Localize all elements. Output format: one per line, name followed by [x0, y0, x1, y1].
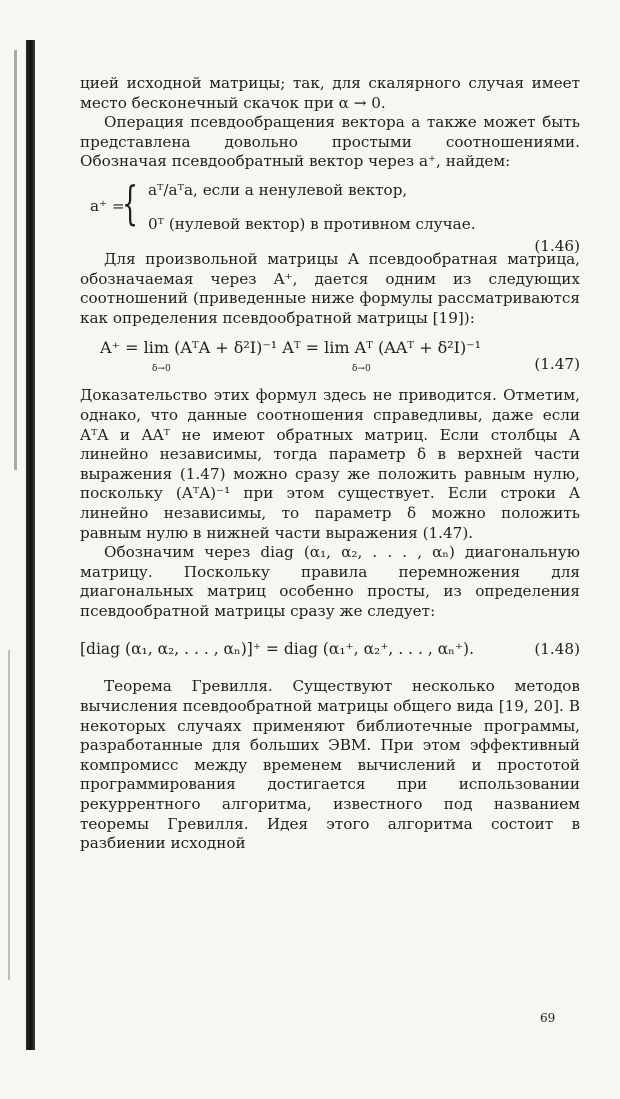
- formula-1-48-body: [diag (α₁, α₂, . . . , αₙ)]⁺ = diag (α₁⁺, α₂⁺, . . . , αₙ⁺).: [80, 640, 475, 659]
- formula-1-46-case-1: aᵀ/aᵀa, если a ненулевой вектор,: [148, 180, 408, 199]
- page-number: 69: [540, 1011, 556, 1025]
- curly-brace-icon: {: [122, 175, 139, 230]
- binding-edge-mark-lower: [8, 650, 10, 980]
- formula-1-47-body: A⁺ = lim (AᵀA + δ²I)⁻¹ Aᵀ = lim Aᵀ (AAᵀ + δ²I)⁻¹: [100, 338, 482, 358]
- equation-number-1-46: (1.46): [534, 236, 580, 255]
- book-page-text: [80, 74, 580, 1064]
- equation-number-1-48: (1.48): [534, 640, 580, 659]
- book-binding-shadow: [0, 30, 44, 1060]
- formula-1-46-case-2: 0ᵀ (нулевой вектор) в противном случае.: [148, 214, 476, 233]
- binding-edge-mark: [14, 50, 17, 470]
- paragraph-5: Обозначим через diag (α₁, α₂, . . . , αₙ) диагональную матрицу. Поскольку правила перемножения для диагональных матриц особенно просты, из определения псевдообратной матрицы сразу же следует:: [80, 543, 580, 620]
- paragraph-3: Для произвольной матрицы A псевдообратная матрица, обозначаемая через A⁺, дается одним из следующих соотношений (приведенные ниже формулы рассматриваются как определения псевдообратной матрицы [19]):: [80, 249, 580, 327]
- equation-number-1-47: (1.47): [534, 355, 580, 374]
- paragraph-2: Операция псевдообращения вектора a также может быть представлена довольно простыми соотношениями. Обозначая псевдообратный вектор через a⁺, найдем:: [80, 113, 580, 171]
- paragraph-4: Доказательство этих формул здесь не приводится. Отметим, однако, что данные соотношения справедливы, даже если AᵀA и AAᵀ не имеют обратных матриц. Если столбцы A линейно независимы, тогда параметр δ в верхней части выражения (1.47) можно сразу же положить равным нулю, поскольку (AᵀA)⁻¹ при этом существует. Если строки A линейно независимы, то параметр δ можно положить равным нулю в нижней части выражения (1.47).: [80, 386, 580, 542]
- formula-1-46-lhs: a⁺ =: [90, 196, 125, 215]
- paragraph-6: Теорема Гревилля. Существуют несколько методов вычисления псевдообратной матрицы общего вида [19, 20]. В некоторых случаях применяют библиотечные программы, разработанные для больших ЭВМ. При этом эффективный компромисс между временем вычислений и простотой программирования достигается при использовании рекуррентного алгоритма, известного под названием теоремы Гревилля. Идея этого алгоритма состоит в разбиении исходной: [80, 677, 580, 853]
- binding-dark-strip: [26, 40, 35, 1050]
- formula-1-47: [80, 332, 580, 380]
- paragraph-1: цией исходной матрицы; так, для скалярного случая имеет место бесконечный скачок при α → 0.: [80, 74, 580, 112]
- formula-1-46: [80, 175, 580, 255]
- formula-1-47-limit-sub-2: δ→0: [352, 364, 371, 375]
- formula-1-47-limit-sub-1: δ→0: [152, 364, 171, 375]
- formula-1-48: [80, 629, 580, 669]
